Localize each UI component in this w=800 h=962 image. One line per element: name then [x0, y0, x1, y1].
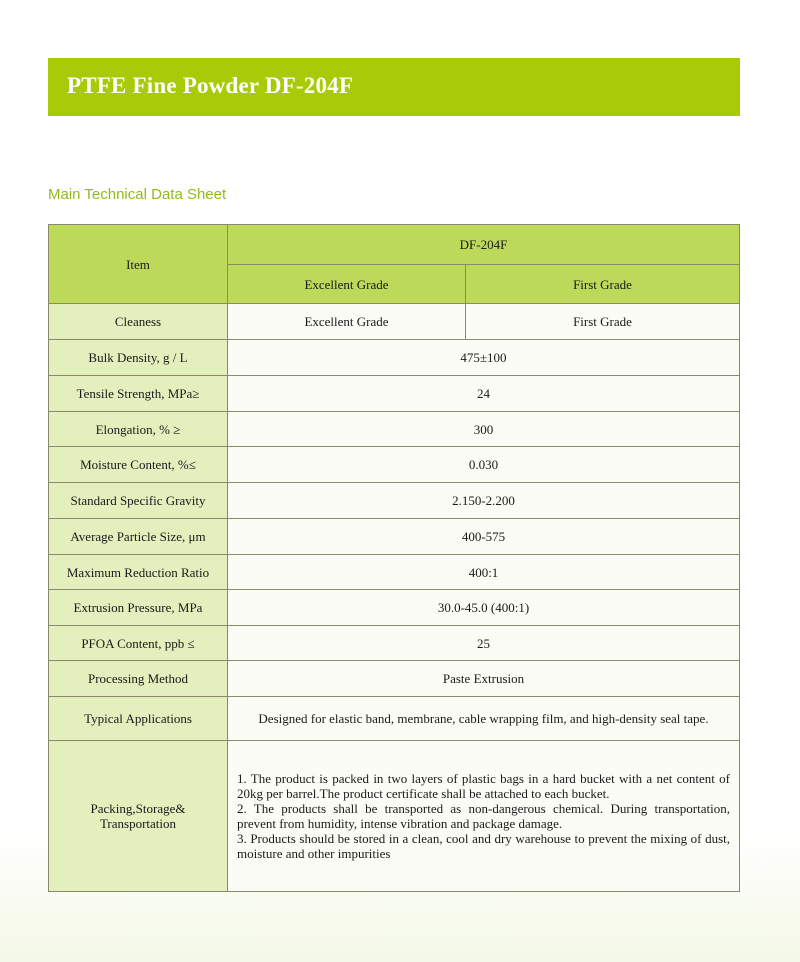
- packing-label: [49, 741, 228, 892]
- first-grade-header: First Grade: [466, 265, 740, 304]
- row-value: Paste Extrusion: [228, 661, 740, 697]
- section-subtitle: Main Technical Data Sheet: [48, 186, 227, 203]
- row-label: Standard Specific Gravity: [49, 483, 228, 519]
- excellent-grade-header: Excellent Grade: [228, 265, 466, 304]
- row-value: 0.030: [228, 447, 740, 483]
- row-label: Bulk Density, g / L: [49, 340, 228, 376]
- packing-note: 1. The product is packed in two layers of plastic bags in a hard bucket with a net content of 20kg per barrel.The product certificate shall be attached to each bucket.: [237, 771, 730, 801]
- row-label: Cleaness: [49, 304, 228, 340]
- packing-notes: [228, 741, 740, 892]
- cleaness-excellent-value: Excellent Grade: [228, 304, 466, 340]
- row-label: Elongation, % ≥: [49, 412, 228, 447]
- row-value: 475±100: [228, 340, 740, 376]
- title-banner: [48, 58, 740, 116]
- item-header: Item: [49, 225, 228, 304]
- row-label: Maximum Reduction Ratio: [49, 555, 228, 590]
- row-value: 30.0-45.0 (400:1): [228, 590, 740, 626]
- applications-value: Designed for elastic band, membrane, cable wrapping film, and high-density seal tape.: [228, 697, 740, 741]
- row-label: Processing Method: [49, 661, 228, 697]
- technical-data-table: [48, 224, 740, 892]
- row-value: 2.150-2.200: [228, 483, 740, 519]
- row-label: PFOA Content, ppb ≤: [49, 626, 228, 661]
- packing-label-line: Packing,Storage&: [90, 801, 186, 816]
- model-header: DF-204F: [228, 225, 740, 265]
- page-title: PTFE Fine Powder DF-204F: [67, 73, 354, 98]
- packing-note: 3. Products should be stored in a clean, cool and dry warehouse to prevent the mixing of dust, moisture and other impurities: [237, 831, 730, 861]
- row-value: 400:1: [228, 555, 740, 590]
- row-label: Tensile Strength, MPa≥: [49, 376, 228, 412]
- packing-note: 2. The products shall be transported as non-dangerous chemical. During transportation, prevent from humidity, intense vibration and package damage.: [237, 801, 730, 831]
- row-value: 400-575: [228, 519, 740, 555]
- row-value: 24: [228, 376, 740, 412]
- packing-label-line: Transportation: [99, 816, 177, 831]
- row-label: Extrusion Pressure, MPa: [49, 590, 228, 626]
- row-label: Moisture Content, %≤: [49, 447, 228, 483]
- row-value: 300: [228, 412, 740, 447]
- row-label: Average Particle Size, μm: [49, 519, 228, 555]
- cleaness-first-value: First Grade: [466, 304, 740, 340]
- row-label: Typical Applications: [49, 697, 228, 741]
- row-value: 25: [228, 626, 740, 661]
